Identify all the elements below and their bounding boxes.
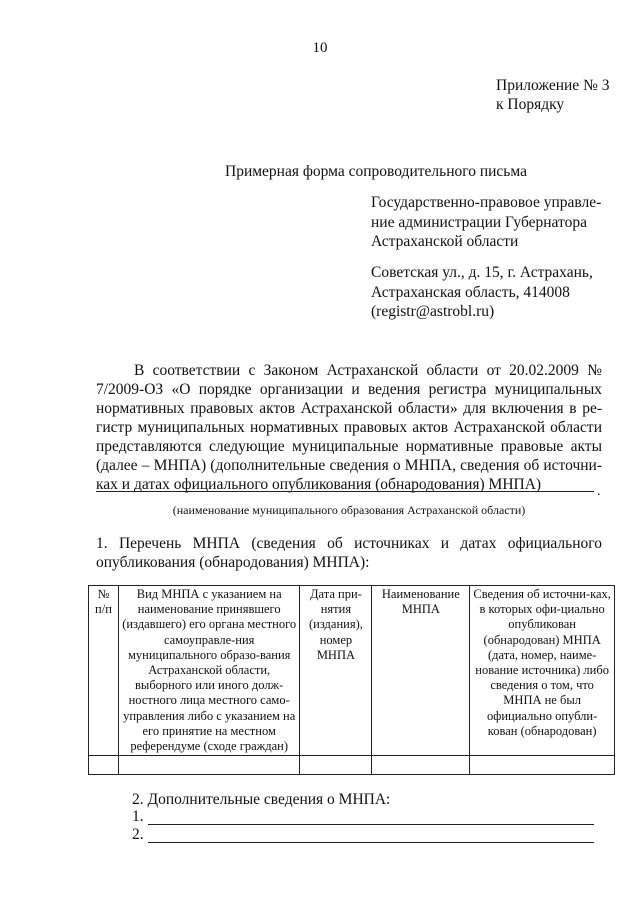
list-item-fill-line xyxy=(148,824,594,825)
table-cell xyxy=(372,756,470,775)
fill-line-dot: . xyxy=(597,484,601,499)
address-line-2: Астраханская область, 414008 xyxy=(371,283,570,301)
addressee-line-3: Астраханской области xyxy=(371,233,519,250)
table-header-row xyxy=(89,586,615,756)
table-cell xyxy=(300,756,372,775)
addressee-block xyxy=(371,193,631,252)
header-npa-name: Наименование МНПА xyxy=(372,586,470,756)
appendix-label xyxy=(496,76,609,114)
body-paragraph-block xyxy=(96,361,602,494)
header-adoption-date: Дата при-нятия (издания), номер МНПА xyxy=(300,586,372,756)
table-cell xyxy=(89,756,119,775)
appendix-line-2: к Порядку xyxy=(496,96,565,113)
appendix-line-1: Приложение № 3 xyxy=(496,77,610,94)
header-publication-info: Сведения об источни-ках, в которых офи-циально опубликован (обнародован) МНПА (дата, номер, наиме-нование источника) либо сведения о том, что МНПА не был официально опубли-кован (обнародован) xyxy=(470,586,615,756)
page-number: 10 xyxy=(312,40,328,56)
npa-table xyxy=(88,585,615,775)
addressee-line-1: Государственно-правовое управле- xyxy=(371,194,602,211)
body-paragraph: В соответствии с Законом Астраханской области от 20.02.2009 № 7/2009-ОЗ «О порядке организации и ведения регистра муниципальных нормативных правовых актов Астраханской области» для включения в ре-гистр муниципальных нормативных правовых актов Астраханской области представляются следующие муниципальные нормативные правовые акты (далее – МНПА) (дополнительные сведения о МНПА, сведения об источни-ках и датах официального опубликования (обнародования) МНПА) xyxy=(96,362,602,493)
address-block xyxy=(371,263,631,322)
municipality-fill-line xyxy=(96,491,594,492)
list-item xyxy=(132,808,144,826)
list-item xyxy=(132,826,144,844)
section2-title: 2. Дополнительные сведения о МНПА: xyxy=(132,791,391,808)
form-title: Примерная форма сопроводительного письма xyxy=(225,163,527,180)
section1-title: 1. Перечень МНПА (сведения об источниках и датах официального опубликования (обнародования) МНПА): xyxy=(96,535,602,571)
list-item-fill-line xyxy=(148,842,594,843)
table-cell xyxy=(470,756,615,775)
table-cell xyxy=(118,756,300,775)
header-npa-type: Вид МНПА с указанием на наименование принявшего (издавшего) его органа местного самоуправле-ния муниципального образо-вания Астраханской области, выборного или иного долж-ностного лица местного само-управления либо с указанием на его принятие на местном референдуме (сходе граждан) xyxy=(118,586,300,756)
list-item-number: 1. xyxy=(132,808,144,825)
municipality-caption: (наименование муниципального образования Астраханской области) xyxy=(172,503,526,517)
header-number: № п/п xyxy=(89,586,119,756)
address-line-1: Советская ул., д. 15, г. Астрахань, xyxy=(371,264,593,281)
address-line-3: (registr@astrobl.ru) xyxy=(371,303,495,320)
addressee-line-2: ние администрации Губернатора xyxy=(371,213,587,231)
table-row xyxy=(89,756,615,775)
list-item-number: 2. xyxy=(132,826,144,843)
